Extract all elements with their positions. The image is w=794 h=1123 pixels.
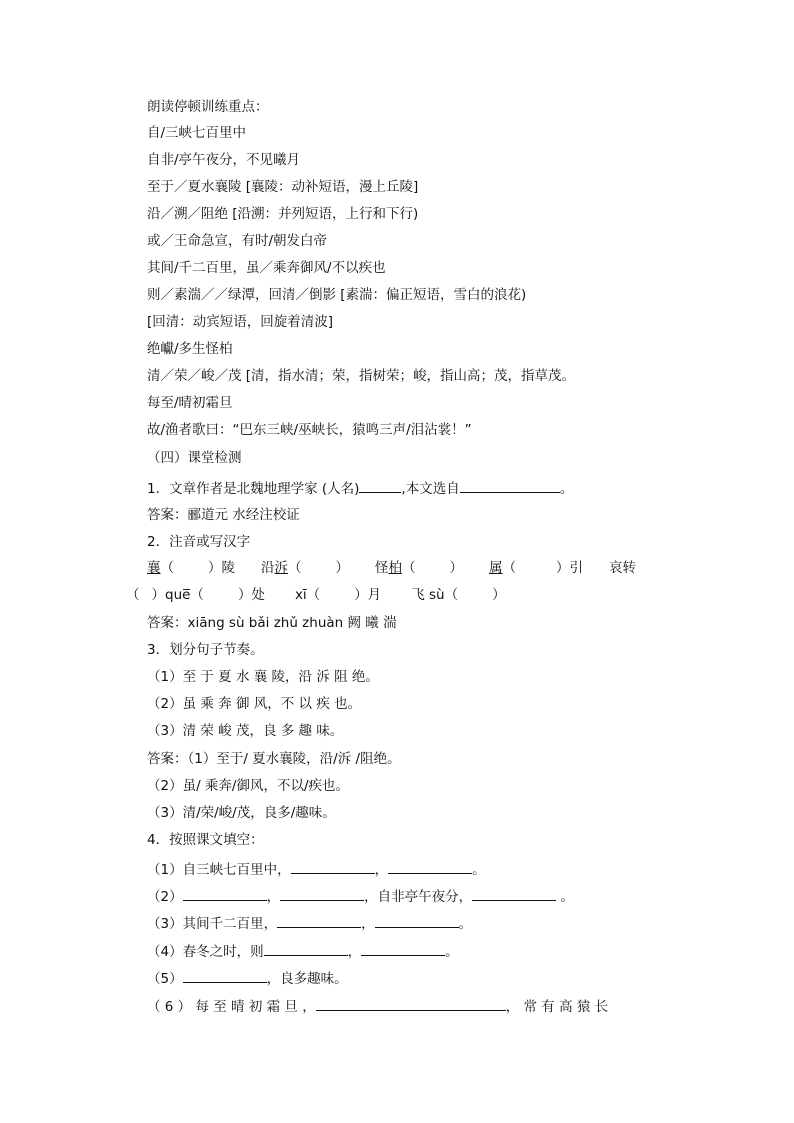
answer-blank[interactable] — [460, 478, 560, 493]
q2-answer: 答案：xiāng sù bǎi zhǔ zhuàn 阙 曦 湍 — [147, 615, 397, 631]
answer-blank[interactable] — [316, 996, 506, 1011]
q4-item-5: （5） ，良多趣味。 — [147, 968, 348, 988]
reading-line: 每至/晴初霜旦 — [147, 395, 233, 411]
q3-item: （1）至 于 夏 水 襄 陵，沿 泝 阻 绝。 — [147, 669, 379, 685]
q2-title: 2．注音或写汉字 — [147, 534, 251, 550]
reading-line: 则／素湍／／绿潭，回清／倒影 [素湍：偏正短语，雪白的浪花) — [147, 287, 527, 303]
answer-blank[interactable] — [183, 886, 267, 901]
q4-item-2: （2） ， ，自非亭午夜分， 。 — [147, 886, 574, 906]
reading-line: 自/三峡七百里中 — [147, 125, 247, 141]
section-title: （四）课堂检测 — [147, 450, 242, 466]
reading-line: 或／王命急宣，有时/朝发白帝 — [147, 233, 328, 249]
q4-title: 4．按照课文填空： — [147, 832, 264, 848]
answer-blank[interactable] — [388, 859, 472, 874]
q4-item-4: （4）春冬之时，则 ， 。 — [147, 941, 459, 961]
reading-line: 故/渔者歌曰：“巴东三峡/巫峡长，猿鸣三声/泪沾裳！” — [147, 422, 472, 438]
answer-blank[interactable] — [277, 913, 361, 928]
q2-row1: 襄（ ）陵 沿泝（ ） 怪柏（ ） 属（ ）引 哀转 — [147, 560, 636, 576]
q4-item-6: （ 6 ） 每 至 晴 初 霜 旦 ， ， 常 有 高 猿 长 — [147, 996, 608, 1016]
q3-answer: （3）清/荣/峻/茂，良多/趣味。 — [147, 805, 336, 821]
q3-item: （3）清 荣 峻 茂，良 多 趣 味。 — [147, 723, 344, 739]
answer-blank[interactable] — [291, 859, 375, 874]
answer-blank[interactable] — [264, 941, 348, 956]
answer-blank[interactable] — [375, 913, 459, 928]
answer-blank[interactable] — [359, 478, 401, 493]
reading-line: 自非/亭午夜分，不见曦月 — [147, 152, 301, 168]
reading-line: [回清：动宾短语，回旋着清波] — [147, 314, 334, 330]
reading-line: 其间/千二百里，虽／乘奔御风/不以疾也 — [147, 260, 386, 276]
q3-answer: （2）虽/ 乘奔/御风，不以/疾也。 — [147, 778, 350, 794]
q2-row2: （ ）que̅（ ）处 xī（ ）月 飞 sù（ ） — [126, 587, 506, 603]
q4-item-3: （3）其间千二百里， ， 。 — [147, 913, 472, 933]
reading-line: 沿／溯／阻绝 [沿溯：并列短语，上行和下行) — [147, 206, 419, 222]
q3-title: 3．划分句子节奏。 — [147, 642, 264, 658]
q3-item: （2）虽 乘 奔 御 风，不 以 疾 也。 — [147, 696, 362, 712]
answer-blank[interactable] — [280, 886, 364, 901]
q4-item-1: （1）自三峡七百里中， ， 。 — [147, 859, 486, 879]
q1-answer: 答案：郦道元 水经注校证 — [147, 507, 300, 523]
reading-line: 清／荣／峻／茂 [清，指水清；荣，指树荣；峻，指山高；茂，指草茂。 — [147, 368, 576, 384]
answer-blank[interactable] — [361, 941, 445, 956]
q3-answer: 答案：（1）至于/ 夏水襄陵，沿/泝 /阻绝。 — [147, 751, 401, 767]
reading-line: 绝巘/多生怪柏 — [147, 341, 233, 357]
question-1: 1．文章作者是北魏地理学家 (人名) ,本文选自 。 — [147, 478, 573, 498]
reading-title: 朗读停顿训练重点： — [147, 99, 269, 115]
answer-blank[interactable] — [472, 886, 556, 901]
answer-blank[interactable] — [183, 968, 267, 983]
reading-line: 至于／夏水襄陵 [襄陵：动补短语，漫上丘陵] — [147, 179, 419, 195]
